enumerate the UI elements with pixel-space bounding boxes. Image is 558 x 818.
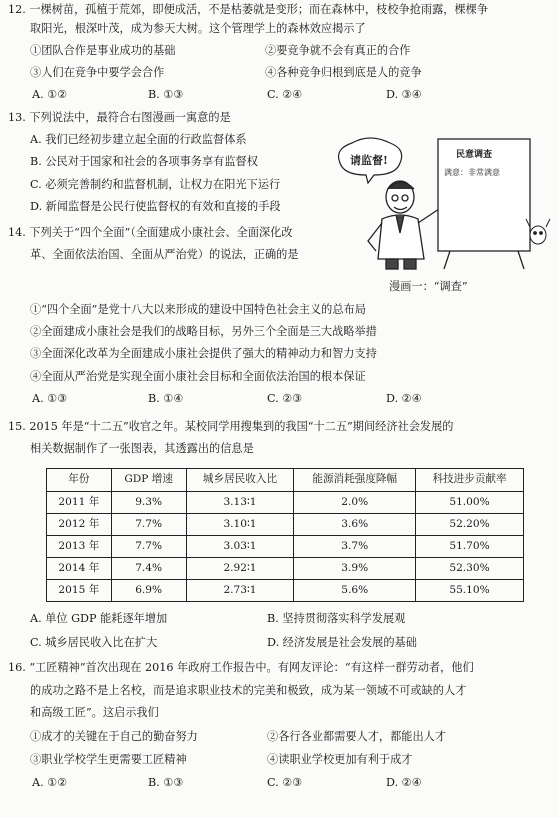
table-cell: 55.10%: [416, 580, 524, 602]
q16-statement-1: ①成才的关键在于自己的勤奋努力: [30, 730, 198, 743]
table-cell: 2012 年: [47, 514, 112, 536]
q12-statement-4: ④各种竞争归根到底是人的竞争: [265, 66, 422, 79]
q16-statement-4: ④读职业学校更加有利于成才: [267, 753, 413, 766]
q12-stem-line-1: 12. 一棵树苗，孤植于荒郊，即便成活，不是枯萎就是变形；而在森林中，枝校争抢雨露，棵棵争: [8, 3, 489, 16]
table-cell: 2.92∶1: [186, 558, 294, 580]
table-cell: 3.03∶1: [186, 536, 294, 558]
table-cell: 51.00%: [416, 492, 524, 514]
column-header-gdp-growth: GDP 增速: [111, 469, 186, 492]
table-cell: 3.6%: [294, 514, 416, 536]
q15-option-b[interactable]: B. 坚持贯彻落实科学发展观: [267, 612, 406, 625]
q14-stem-line-2: 革、全面依法治国、全面从严治党）的说法，正确的是: [30, 248, 299, 261]
table-cell: 52.30%: [416, 558, 524, 580]
q13-option-b[interactable]: B. 公民对于国家和社会的各项事务享有监督权: [30, 155, 258, 168]
q16-stem-line-3: 和高级工匠”。这启示我们: [30, 706, 159, 719]
table-cell: 2013 年: [47, 536, 112, 558]
q16-stem-line-2: 的成功之路不是上名校，而是追求职业技术的完美和极致，成为某一领域不可或缺的人才: [30, 684, 467, 697]
q13-stem: 13. 下列说法中，最符合右图漫画一寓意的是: [8, 111, 231, 124]
table-cell: 7.7%: [111, 514, 186, 536]
q15-option-a[interactable]: A. 单位 GDP 能耗逐年增加: [30, 612, 168, 625]
table-cell: 2015 年: [47, 580, 112, 602]
q16-statement-3: ③职业学校学生更需要工匠精神: [30, 753, 187, 766]
q12-statement-1: ①团队合作是事业成功的基础: [30, 44, 176, 57]
board-line: 满意：非常满意: [444, 168, 500, 177]
bubble-text: 请监督!: [350, 154, 388, 167]
q14-option-b[interactable]: B. ①④: [148, 392, 184, 405]
table-row: [47, 580, 524, 602]
q16-option-d[interactable]: D. ②④: [386, 776, 422, 789]
table-cell: 2.73∶1: [186, 580, 294, 602]
q15-option-d[interactable]: D. 经济发展是社会发展的基础: [267, 636, 417, 649]
q12-statement-2: ②要竞争就不会有真正的合作: [265, 44, 411, 57]
table-cell: 3.7%: [294, 536, 416, 558]
q16-option-b[interactable]: B. ①③: [148, 776, 184, 789]
table-cell: 5.6%: [294, 580, 416, 602]
cartoon-caption: 漫画一：“调查”: [389, 280, 468, 293]
q16-stem-line-1: 16. “工匠精神”首次出现在 2016 年政府工作报告中。有网友评论：“有这样一群劳动者，他们: [8, 661, 474, 674]
q15-stem-line-2: 相关数据制作了一张图表，其透露出的信息是: [30, 442, 254, 455]
economic-data-table: [46, 468, 524, 602]
q16-option-a[interactable]: A. ①②: [32, 776, 68, 789]
table-row: [47, 536, 524, 558]
q14-statement-3: ③全面深化改革为全面建成小康社会提供了强大的精神动力和智力支持: [30, 347, 377, 360]
table-cell: 52.20%: [416, 514, 524, 536]
q16-option-c[interactable]: C. ②③: [267, 776, 303, 789]
table-row: [47, 558, 524, 580]
q14-option-d[interactable]: D. ②④: [386, 392, 422, 405]
q12-option-d[interactable]: D. ③④: [386, 88, 422, 101]
table-cell: 7.4%: [111, 558, 186, 580]
column-header-income-ratio: 城乡居民收入比: [186, 469, 294, 492]
column-header-energy-decline: 能源消耗强度降幅: [294, 469, 416, 492]
table-cell: 3.9%: [294, 558, 416, 580]
table-cell: 2014 年: [47, 558, 112, 580]
table-row: [47, 514, 524, 536]
q14-statement-4: ④全面从严治党是实现全面小康社会目标和全面依法治国的根本保证: [30, 370, 366, 383]
q14-option-c[interactable]: C. ②③: [267, 392, 303, 405]
q13-option-c[interactable]: C. 必须完善制约和监督机制，让权力在阳光下运行: [30, 178, 281, 191]
column-header-tech-contribution: 科技进步贡献率: [416, 469, 524, 492]
table-row: [47, 492, 524, 514]
table-cell: 6.9%: [111, 580, 186, 602]
q12-option-c[interactable]: C. ②④: [267, 88, 303, 101]
q12-stem-line-2: 取阳光，根深叶茂，成为参天大树。这个管理学上的森林效应揭示了: [30, 22, 366, 35]
table-cell: 2011 年: [47, 492, 112, 514]
q12-option-a[interactable]: A. ①②: [32, 88, 68, 101]
table-header-row: [47, 469, 524, 492]
table-cell: 7.7%: [111, 536, 186, 558]
q13-option-a[interactable]: A. 我们已经初步建立起全面的行政监督体系: [30, 133, 247, 146]
cartoon-illustration: [330, 123, 552, 273]
table-cell: 51.70%: [416, 536, 524, 558]
board-title: 民意调查: [456, 150, 493, 160]
q16-statement-2: ②各行各业都需要人才，都能出人才: [267, 730, 447, 743]
column-header-year: 年份: [47, 469, 112, 492]
q14-stem-line-1: 14. 下列关于“四个全面”（全面建成小康社会、全面深化改: [8, 226, 293, 239]
q12-statement-3: ③人们在竞争中要学会合作: [30, 66, 165, 79]
q14-statement-1: ①“四个全面”是党十八大以来形成的建设中国特色社会主义的总布局: [30, 303, 366, 316]
table-cell: 3.13∶1: [186, 492, 294, 514]
q14-option-a[interactable]: A. ①③: [32, 392, 68, 405]
table-cell: 3.10∶1: [186, 514, 294, 536]
table-cell: 9.3%: [111, 492, 186, 514]
q12-option-b[interactable]: B. ①③: [148, 88, 184, 101]
q13-option-d[interactable]: D. 新闻监督是公民行使监督权的有效和直接的手段: [30, 200, 281, 213]
table-cell: 2.0%: [294, 492, 416, 514]
q14-statement-2: ②全面建成小康社会是我们的战略目标，另外三个全面是三大战略举措: [30, 325, 377, 338]
q15-stem-line-1: 15. 2015 年是“十二五”收官之年。某校同学用搜集到的我国“十二五”期间经济社会发展的: [8, 420, 454, 433]
q15-option-c[interactable]: C. 城乡居民收入比在扩大: [30, 636, 158, 649]
